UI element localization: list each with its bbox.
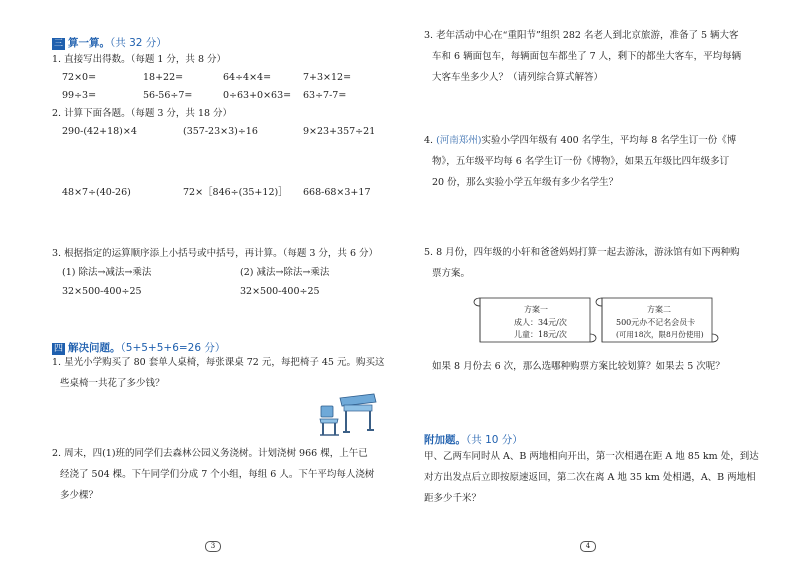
problem-line: 20 份，那么实验小学五年级有多少名学生？ <box>432 177 619 188</box>
plan-line: 500元办不记名会员卡 <box>616 318 696 327</box>
bonus-problem <box>424 446 759 509</box>
page-number: 3 <box>205 541 221 552</box>
problem-5-question: 如果 8 月份去 6 次，那么选哪种购票方案比较划算？如果去 5 次呢？ <box>432 361 725 372</box>
problem-3 <box>424 25 741 88</box>
bonus-score: （共 10 分） <box>466 434 523 446</box>
q1-item: 64÷4×4= <box>223 72 272 83</box>
plan-line: 成人：34元/次 <box>514 318 567 327</box>
plan-title: 方案一 <box>524 305 548 314</box>
q2-item: (357-23×3)÷16 <box>183 126 258 137</box>
problem-line: 甲、乙两车同时从 A、B 两地相向开出，第一次相遇在距 A 地 85 km 处，到达 <box>424 451 759 462</box>
problem-2 <box>52 443 374 506</box>
plan-title: 方案二 <box>647 305 671 314</box>
plan-line: 儿童：18元/次 <box>514 330 567 339</box>
problem-1 <box>52 352 384 394</box>
q1-item: 63÷7-7= <box>303 90 347 101</box>
q3-order: (2) 减法→除法→乘法 <box>240 267 330 278</box>
problem-line: 距多少千米？ <box>424 493 482 504</box>
section-badge: 三 <box>54 39 64 49</box>
section-title: 算一算。 <box>68 37 111 49</box>
q1-item: 56-56÷7= <box>143 90 193 101</box>
problem-line: 2. 周末，四(1)班的同学们去森林公园义务浇树。计划浇树 966 棵，上午已 <box>52 448 368 459</box>
problem-line: 些桌椅一共花了多少钱？ <box>60 378 165 389</box>
right-page <box>400 0 800 566</box>
problem-line: 对方出发点后立即按原速返回，第二次在离 A 地 35 km 处相遇，A、B 两地相 <box>424 472 756 483</box>
problem-line: 票方案。 <box>432 268 471 279</box>
problem-line: 车和 6 辆面包车，每辆面包车都坐了 7 人，剩下的都坐大客车，平均每辆 <box>432 51 742 62</box>
q1-item: 0÷63+0×63= <box>223 90 292 101</box>
bonus-header <box>424 432 523 447</box>
plan-line: (可用18次，限8月份使用) <box>616 330 704 339</box>
q1-item: 7+3×12= <box>303 72 352 83</box>
q3-expression: 32×500-400÷25 <box>62 286 142 297</box>
section-score: （5+5+5+6=26 分） <box>120 342 226 354</box>
bonus-title: 附加题。 <box>424 434 466 446</box>
plan-one-scroll <box>470 292 600 348</box>
problem-4 <box>424 130 736 193</box>
problem-line: 大客车坐多少人？（请列综合算式解答） <box>432 72 604 83</box>
q2-item: 668-68×3+17 <box>303 187 371 198</box>
section-three-header <box>52 35 167 50</box>
q1-item: 72×0= <box>62 72 97 83</box>
page-number: 4 <box>580 541 596 552</box>
problem-number: 4. <box>424 135 437 146</box>
section-title: 解决问题。 <box>68 342 121 354</box>
problem-5 <box>424 242 740 284</box>
problem-line: 1. 星光小学购买了 80 套单人桌椅，每张课桌 72 元，每把椅子 45 元。购买这 <box>52 357 385 368</box>
problem-line: 3. 老年活动中心在“重阳节”组织 282 名老人到北京旅游，准备了 5 辆大客 <box>424 30 739 41</box>
plan-two-scroll <box>592 292 722 348</box>
section-score: （共 32 分） <box>110 37 167 49</box>
q1-label: 1. 直接写出得数。（每题 1 分，共 8 分） <box>52 54 227 65</box>
problem-line: 实验小学四年级有 400 名学生，平均每 8 名学生订一份《博 <box>481 135 737 146</box>
q2-item: 48×7÷(40-26) <box>62 187 131 198</box>
desk-chair-illustration <box>318 392 378 438</box>
q2-item: 290-(42+18)×4 <box>62 126 137 137</box>
problem-line: 5. 8 月份，四年级的小轩和爸爸妈妈打算一起去游泳，游泳馆有如下两种购 <box>424 247 740 258</box>
region-tag: (河南郑州) <box>436 135 482 146</box>
q2-item: 72×［846÷(35+12)］ <box>183 187 288 198</box>
problem-line: 物》，五年级平均每 6 名学生订一份《博物》，如果五年级比四年级多订 <box>432 156 730 167</box>
section-badge: 四 <box>54 344 64 354</box>
q2-label: 2. 计算下面各题。（每题 3 分，共 18 分） <box>52 108 233 119</box>
problem-line: 多少棵？ <box>60 490 99 501</box>
q3-label: 3. 根据指定的运算顺序添上小括号或中括号，再计算。（每题 3 分，共 6 分） <box>52 248 379 259</box>
q2-item: 9×23+357÷21 <box>303 126 376 137</box>
problem-line: 经浇了 504 棵。下午同学们分成 7 个小组，每组 6 人。下午平均每人浇树 <box>60 469 375 480</box>
q1-item: 18+22= <box>143 72 184 83</box>
q3-expression: 32×500-400÷25 <box>240 286 320 297</box>
q1-item: 99÷3= <box>62 90 97 101</box>
q3-order: (1) 除法→减法→乘法 <box>62 267 152 278</box>
